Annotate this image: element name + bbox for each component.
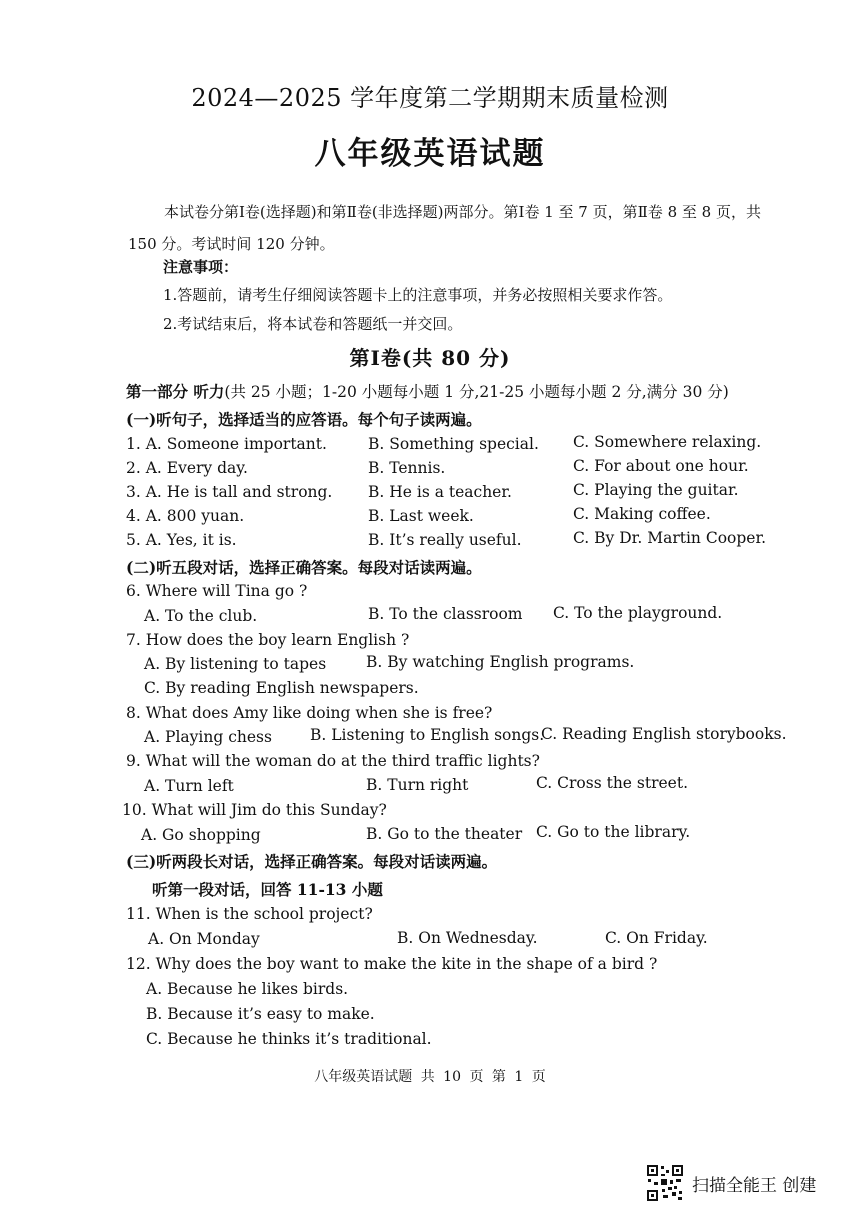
option-b: B. To the classroom	[368, 605, 523, 623]
section-title: 第Ⅰ卷(共 80 分)	[349, 346, 511, 370]
option-c: C. By Dr. Martin Cooper.	[573, 529, 767, 547]
option-b: B. By watching English programs.	[366, 653, 635, 671]
option-a: 5. A. Yes, it is.	[126, 531, 237, 549]
option-b: B. Last week.	[368, 507, 474, 525]
question-text: 8. What does Amy like doing when she is free?	[126, 704, 493, 722]
option-b: B. Turn right	[366, 776, 469, 794]
qr-code-icon	[646, 1164, 684, 1202]
part-rule: (共 25 小题；1-20 小题每小题 1 分,21-25 小题每小题 2 分,满分 30 分)	[224, 383, 729, 401]
option-a: A. To the club.	[144, 607, 258, 625]
option-c: C. To the playground.	[553, 604, 723, 622]
option-c: C. On Friday.	[605, 929, 708, 947]
option-b: B. Tennis.	[368, 459, 446, 477]
option-a: 1. A. Someone important.	[126, 435, 327, 453]
subsection-title: (三)听两段长对话，选择正确答案。每段对话读两遍。	[126, 852, 498, 871]
option-a: A. Because he likes birds.	[146, 980, 349, 998]
option-c: C. Cross the street.	[536, 774, 689, 792]
option-b: B. He is a teacher.	[368, 483, 512, 501]
option-a: A. Turn left	[144, 777, 234, 795]
exam-title: 2024—2025 学年度第二学期期末质量检测	[191, 84, 669, 112]
subsection-title: (二)听五段对话，选择正确答案。每段对话读两遍。	[126, 558, 482, 577]
option-c: C. Playing the guitar.	[573, 481, 739, 499]
option-a: A. By listening to tapes	[144, 655, 327, 673]
option-c: C. For about one hour.	[573, 457, 749, 475]
notice-item: 1.答题前，请考生仔细阅读答题卡上的注意事项，并务必按照相关要求作答。	[163, 286, 673, 304]
option-a: A. On Monday	[148, 930, 260, 948]
scanner-watermark: 扫描全能王 创建	[692, 1176, 817, 1196]
option-a: 4. A. 800 yuan.	[126, 507, 245, 525]
option-c: C. Go to the library.	[536, 823, 691, 841]
option-b: B. Something special.	[368, 435, 539, 453]
option-a: 3. A. He is tall and strong.	[126, 483, 333, 501]
option-a: 2. A. Every day.	[126, 459, 248, 477]
notice-title: 注意事项：	[163, 258, 239, 276]
question-text: 12. Why does the boy want to make the kite in the shape of a bird ?	[126, 955, 658, 973]
question-text: 9. What will the woman do at the third traffic lights?	[126, 752, 540, 770]
part-name: 第一部分 听力	[126, 382, 225, 401]
part-title	[126, 380, 729, 402]
option-a: A. Playing chess	[144, 728, 272, 746]
question-text: 6. Where will Tina go ?	[126, 582, 308, 600]
option-c: C. Making coffee.	[573, 505, 711, 523]
option-c: C. Because he thinks it’s traditional.	[146, 1030, 432, 1048]
question-text: 10. What will Jim do this Sunday?	[122, 801, 387, 819]
question-text: 11. When is the school project?	[126, 905, 373, 923]
exam-intro: 本试卷分第Ⅰ卷(选择题)和第Ⅱ卷(非选择题)两部分。第Ⅰ卷 1 至 7 页，第Ⅱ卷 8 至 8 页，共 150 分。考试时间 120 分钟。	[128, 203, 761, 253]
dialogue-intro: 听第一段对话，回答 11-13 小题	[152, 880, 383, 899]
question-text: 7. How does the boy learn English ?	[126, 631, 410, 649]
option-c: C. Somewhere relaxing.	[573, 433, 762, 451]
option-b: B. On Wednesday.	[397, 929, 538, 947]
option-c: C. By reading English newspapers.	[144, 679, 419, 697]
option-b: B. Listening to English songs.	[310, 726, 545, 744]
option-a: A. Go shopping	[141, 826, 261, 844]
option-b: B. Go to the theater	[366, 825, 523, 843]
page-footer: 八年级英语试题 共 10 页 第 1 页	[314, 1069, 546, 1085]
subsection-title: (一)听句子，选择适当的应答语。每个句子读两遍。	[126, 410, 482, 429]
notice-item: 2.考试结束后，将本试卷和答题纸一并交回。	[163, 315, 463, 333]
option-b: B. Because it’s easy to make.	[146, 1005, 375, 1023]
option-c: C. Reading English storybooks.	[541, 725, 787, 743]
exam-subtitle: 八年级英语试题	[314, 136, 546, 172]
option-b: B. It’s really useful.	[368, 531, 522, 549]
